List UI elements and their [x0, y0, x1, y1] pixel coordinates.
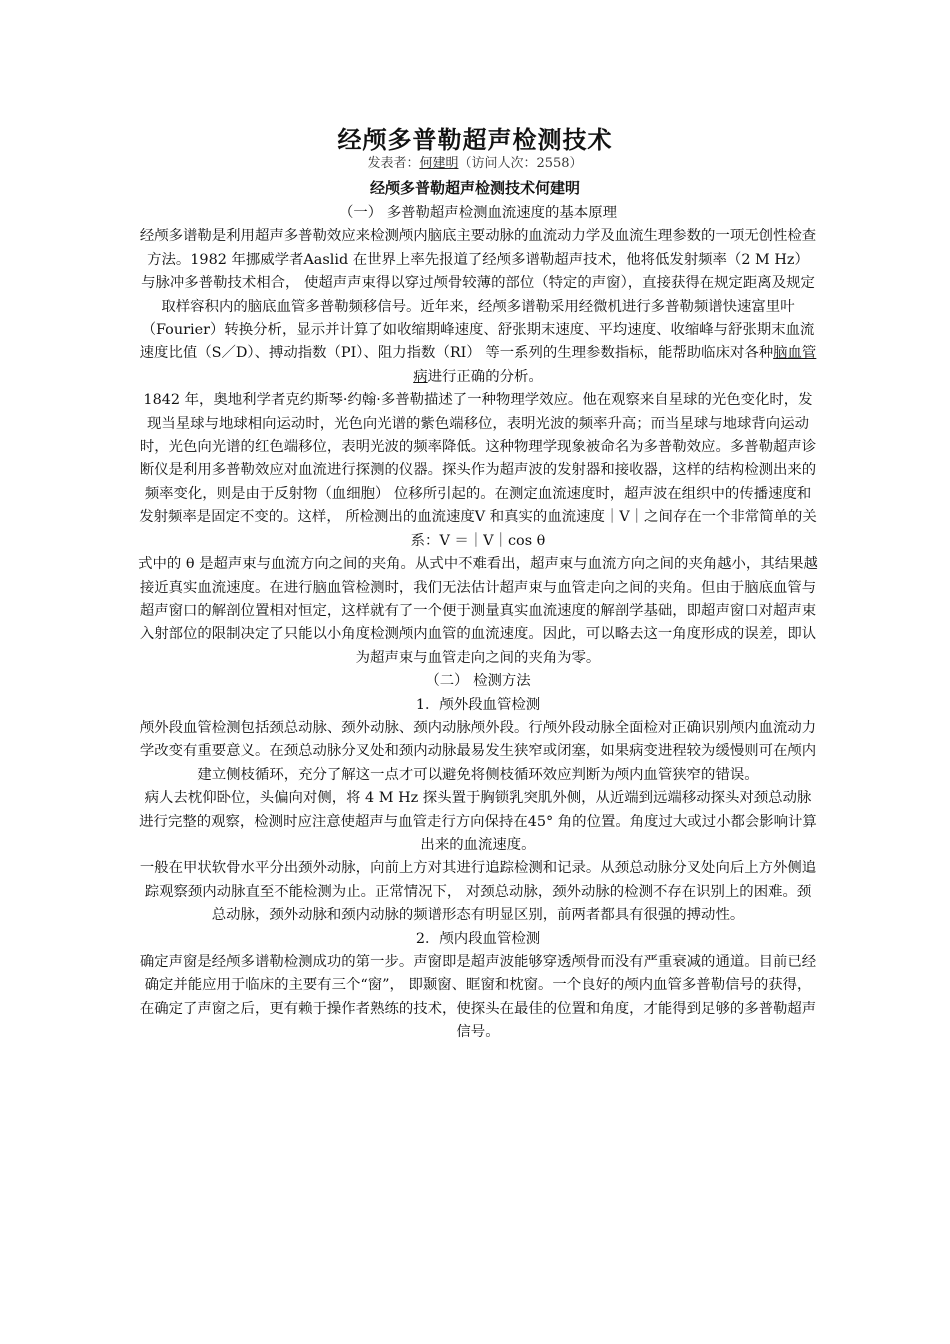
paragraph-1-text-b: 进行正确的分析。: [427, 368, 543, 385]
cerebrovascular-disease-link[interactable]: 脑血管病: [413, 345, 817, 385]
article-meta: [0, 152, 950, 171]
paragraph-7: 确定声窗是经颅多谱勒检测成功的第一步。声窗即是超声波能够穿透颅骨而没有严重衰减的通道。目前已经确定并能应用于临床的主要有三个“窗”， 即颞窗、眶窗和枕窗。一个良好的颅内血管多普勒信号的获得，在确定了声窗之后，更有赖于操作者熟练的技术，使探头在最佳的位置和角度，才能得到足够的多普勒超声信号。: [139, 954, 817, 1041]
article-subtitle: 经颅多普勒超声检测技术何建明: [369, 179, 580, 197]
subsection-heading-extracranial: 1．颅外段血管检测: [415, 696, 541, 713]
section-heading-2: （二） 检测方法: [425, 673, 531, 690]
author-prefix: 发表者：: [367, 156, 420, 171]
page-title: 经颅多普勒超声检测技术: [337, 126, 613, 154]
section-heading-1: （一） 多普勒超声检测血流速度的基本原理: [339, 205, 617, 221]
article-body: [138, 202, 818, 1045]
paragraph-3: 式中的 θ 是超声束与血流方向之间的夹角。从式中不难看出，超声束与血流方向之间的夹角越小，其结果越接近真实血流速度。在进行脑血管检测时，我们无法估计超声束与血管走向之间的夹角。但由于脑底血管与超声窗口的解剖位置相对恒定，这样就有了一个便于测量真实血流速度的解剖学基础，即超声窗口对超声束入射部位的限制决定了只能以小角度检测颅内血管的血流速度。因此，可以略去这一角度形成的误差，即认为超声束与血管走向之间的夹角为零。: [138, 556, 818, 666]
paragraph-5: 病人去枕仰卧位，头偏向对侧，将 4 M Hz 探头置于胸锁乳突肌外侧，从近端到远端移动探头对颈总动脉进行完整的观察，检测时应注意使超声与血管走行方向保持在45° 角的位置。角度过大或过小都会影响计算出来的血流速度。: [139, 790, 817, 853]
author-link[interactable]: 何建明: [419, 156, 459, 171]
paragraph-4: 颅外段血管检测包括颈总动脉、颈外动脉、颈内动脉颅外段。行颅外段动脉全面检对正确识别颅内血流动力学改变有重要意义。在颈总动脉分叉处和颈内动脉最易发生狭窄或闭塞，如果病变进程较为缓慢则可在颅内建立侧枝循环，充分了解这一点才可以避免将侧枝循环效应判断为颅内血管狭窄的错误。: [139, 719, 817, 783]
subsection-heading-intracranial: 2．颅内段血管检测: [415, 930, 541, 947]
paragraph-2: 1842 年，奥地利学者克约斯琴·约翰·多普勒描述了一种物理学效应。他在观察来自星球的光色变化时，发现当星球与地球相向运动时，光色向光谱的紫色端移位，表明光波的频率升高；而当星球与地球背向运动时，光色向光谱的红色端移位，表明光波的频率降低。这种物理学现象被命名为多普勒效应。多普勒超声诊断仪是利用多普勒效应对血流进行探测的仪器。探头作为超声波的发射器和接收器，这样的结构检测出来的频率变化，则是由于反射物（血细胞） 位移所引起的。在测定血流速度时，超声波在组织中的传播速度和发射频率是固定不变的。这样， 所检测出的血流速度V 和真实的血流速度｜V｜之间存在一个非常简单的关系：V ＝｜V｜cos θ: [139, 392, 817, 549]
paragraph-1: [138, 225, 818, 389]
paragraph-6: 一般在甲状软骨水平分出颈外动脉，向前上方对其进行追踪检测和记录。从颈总动脉分叉处向后上方外侧追踪观察颈内动脉直至不能检测为止。正常情况下， 对颈总动脉，颈外动脉的检测不存在识别上的困难。颈总动脉，颈外动脉和颈内动脉的频谱形态有明显区别，前两者都具有很强的搏动性。: [139, 860, 817, 924]
visit-count: （访问人次：2558）: [458, 156, 583, 171]
paragraph-1-text-a: 经颅多谱勒是利用超声多普勒效应来检测颅内脑底主要动脉的血流动力学及血流生理参数的一项无创性检查方法。1982 年挪威学者Aaslid 在世界上率先报道了经颅多谱勒超声技术，他将低发射频率（2 M Hz） 与脉冲多普勒技术相合， 使超声声束得以穿过颅骨较薄的部位（特定的声窗），直接获得在规定距离及规定取样容积内的脑底血管多普勒频移信号。近年来，经颅多谱勒采用经微机进行多普勒频谱快速富里叶（Fourier）转换分析，显示并计算了如收缩期峰速度、舒张期末速度、平均速度、收缩峰与舒张期末血流速度比值（S／D）、搏动指数（PI）、阻力指数（RI） 等一系列的生理参数指标，能帮助临床对各种: [139, 228, 817, 362]
